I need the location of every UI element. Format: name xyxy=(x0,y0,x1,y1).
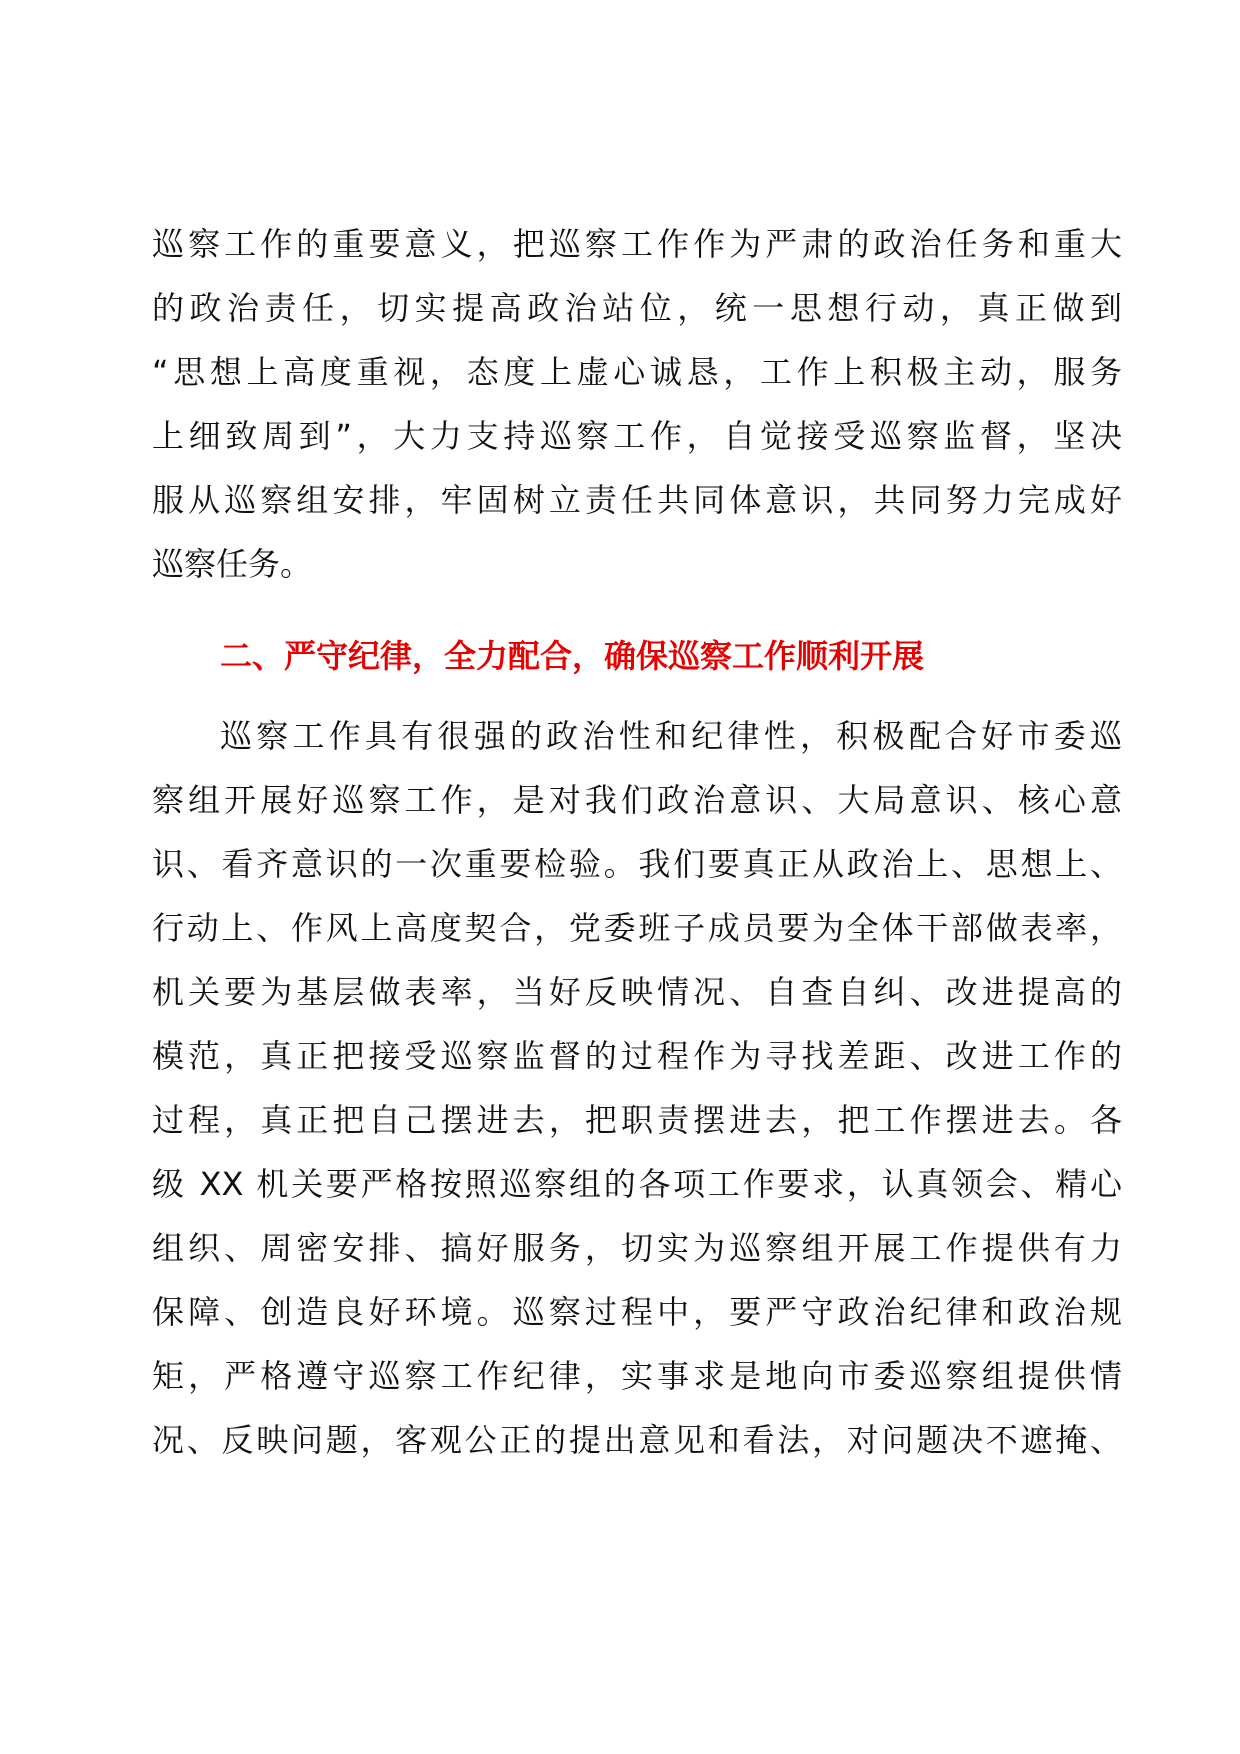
paragraph-line: 上细致周到”，大力支持巡察工作，自觉接受巡察监督，坚决 xyxy=(152,417,1122,455)
paragraph-line: 组织、周密安排、搞好服务，切实为巡察组开展工作提供有力 xyxy=(152,1229,1122,1267)
paragraph-line: 察组开展好巡察工作，是对我们政治意识、大局意识、核心意 xyxy=(152,781,1122,819)
paragraph-line: 巡察工作具有很强的政治性和纪律性，积极配合好市委巡 xyxy=(220,717,1122,755)
paragraph-line: 识、看齐意识的一次重要检验。我们要真正从政治上、思想上、 xyxy=(152,845,1122,883)
paragraph-line: 巡察工作的重要意义，把巡察工作作为严肃的政治任务和重大 xyxy=(152,225,1122,263)
section-heading: 二、严守纪律，全力配合，确保巡察工作顺利开展 xyxy=(220,637,925,675)
paragraph-line: 过程，真正把自己摆进去，把职责摆进去，把工作摆进去。各 xyxy=(152,1101,1122,1139)
paragraph-line: “思想上高度重视，态度上虚心诚恳，工作上积极主动，服务 xyxy=(152,353,1122,391)
paragraph-line: 的政治责任，切实提高政治站位，统一思想行动，真正做到 xyxy=(152,289,1122,327)
paragraph-line: 况、反映问题，客观公正的提出意见和看法，对问题决不遮掩、 xyxy=(152,1421,1122,1459)
paragraph-line: 巡察任务。 xyxy=(152,545,313,583)
paragraph-political-responsibility xyxy=(152,212,1122,596)
paragraph-line: 行动上、作风上高度契合，党委班子成员要为全体干部做表率， xyxy=(152,909,1122,947)
paragraph-line: 矩，严格遵守巡察工作纪律，实事求是地向市委巡察组提供情 xyxy=(152,1357,1122,1395)
paragraph-line: 级 XX 机关要严格按照巡察组的各项工作要求，认真领会、精心 xyxy=(152,1165,1122,1203)
paragraph-discipline-cooperation xyxy=(152,704,1122,1472)
paragraph-line: 模范，真正把接受巡察监督的过程作为寻找差距、改进工作的 xyxy=(152,1037,1122,1075)
paragraph-line: 保障、创造良好环境。巡察过程中，要严守政治纪律和政治规 xyxy=(152,1293,1122,1331)
paragraph-line: 机关要为基层做表率，当好反映情况、自查自纠、改进提高的 xyxy=(152,973,1122,1011)
paragraph-line: 服从巡察组安排，牢固树立责任共同体意识，共同努力完成好 xyxy=(152,481,1122,519)
